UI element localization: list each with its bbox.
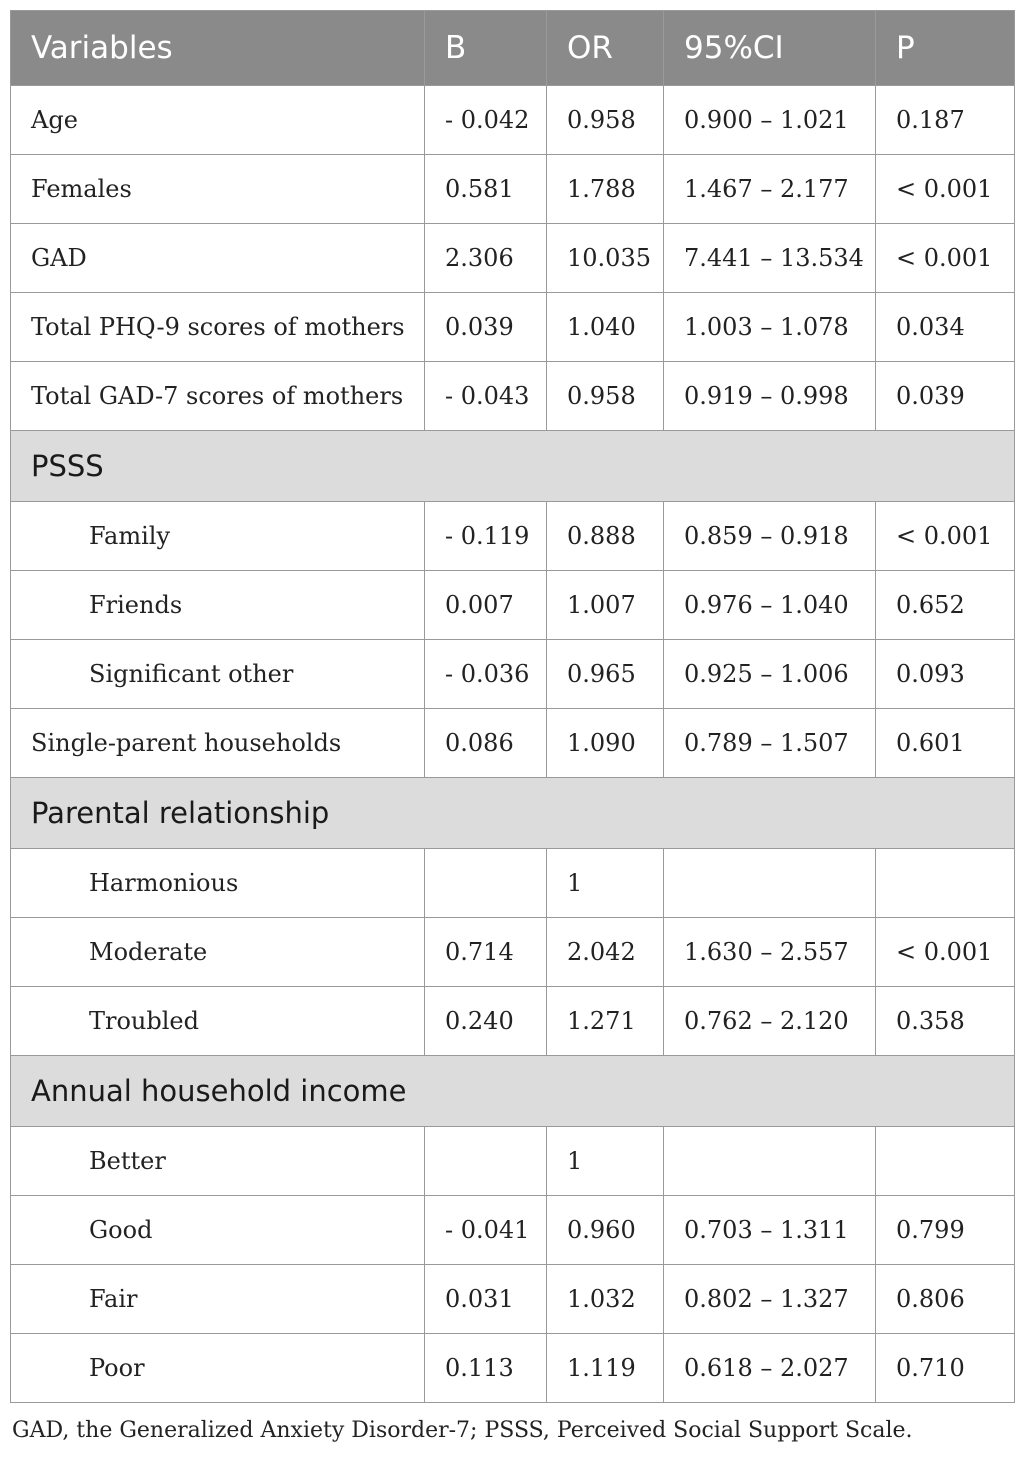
cell-p: 0.601 bbox=[876, 709, 1015, 778]
regression-table-container bbox=[10, 10, 1014, 1403]
cell-ci: 0.925 – 1.006 bbox=[664, 640, 876, 709]
cell-variable: Friends bbox=[11, 571, 425, 640]
cell-p: < 0.001 bbox=[876, 224, 1015, 293]
table-row bbox=[11, 362, 1015, 431]
cell-b: 0.031 bbox=[425, 1265, 547, 1334]
table-row bbox=[11, 293, 1015, 362]
table-row bbox=[11, 86, 1015, 155]
cell-b bbox=[425, 1127, 547, 1196]
cell-ci bbox=[664, 1127, 876, 1196]
cell-or: 1.788 bbox=[547, 155, 664, 224]
cell-variable: Total PHQ-9 scores of mothers bbox=[11, 293, 425, 362]
cell-variable: Family bbox=[11, 502, 425, 571]
cell-p: < 0.001 bbox=[876, 502, 1015, 571]
cell-p: 0.187 bbox=[876, 86, 1015, 155]
cell-ci: 1.467 – 2.177 bbox=[664, 155, 876, 224]
cell-p: 0.358 bbox=[876, 987, 1015, 1056]
table-row bbox=[11, 918, 1015, 987]
table-row bbox=[11, 987, 1015, 1056]
cell-or: 1.271 bbox=[547, 987, 664, 1056]
section-row bbox=[11, 431, 1015, 502]
cell-or: 0.958 bbox=[547, 362, 664, 431]
cell-ci: 0.789 – 1.507 bbox=[664, 709, 876, 778]
section-row bbox=[11, 778, 1015, 849]
cell-b: 0.581 bbox=[425, 155, 547, 224]
cell-variable: Harmonious bbox=[11, 849, 425, 918]
cell-or: 2.042 bbox=[547, 918, 664, 987]
header-p: P bbox=[876, 11, 1015, 86]
cell-p bbox=[876, 1127, 1015, 1196]
cell-b: - 0.119 bbox=[425, 502, 547, 571]
cell-or: 0.965 bbox=[547, 640, 664, 709]
cell-variable: Fair bbox=[11, 1265, 425, 1334]
cell-p: 0.034 bbox=[876, 293, 1015, 362]
table-header bbox=[11, 11, 1015, 86]
table-row bbox=[11, 1127, 1015, 1196]
cell-p: 0.039 bbox=[876, 362, 1015, 431]
cell-ci: 0.703 – 1.311 bbox=[664, 1196, 876, 1265]
cell-b: 0.113 bbox=[425, 1334, 547, 1403]
cell-or: 10.035 bbox=[547, 224, 664, 293]
cell-variable: Troubled bbox=[11, 987, 425, 1056]
cell-p: 0.710 bbox=[876, 1334, 1015, 1403]
cell-p bbox=[876, 849, 1015, 918]
cell-variable: Total GAD-7 scores of mothers bbox=[11, 362, 425, 431]
cell-ci: 0.919 – 0.998 bbox=[664, 362, 876, 431]
cell-variable: Good bbox=[11, 1196, 425, 1265]
cell-or: 1.007 bbox=[547, 571, 664, 640]
cell-b: 0.714 bbox=[425, 918, 547, 987]
header-row bbox=[11, 11, 1015, 86]
cell-or: 1.032 bbox=[547, 1265, 664, 1334]
regression-table bbox=[10, 10, 1015, 1403]
table-row bbox=[11, 571, 1015, 640]
table-row bbox=[11, 709, 1015, 778]
cell-variable: Significant other bbox=[11, 640, 425, 709]
cell-ci: 7.441 – 13.534 bbox=[664, 224, 876, 293]
cell-or: 1.119 bbox=[547, 1334, 664, 1403]
header-or: OR bbox=[547, 11, 664, 86]
cell-ci: 0.900 – 1.021 bbox=[664, 86, 876, 155]
cell-b: - 0.041 bbox=[425, 1196, 547, 1265]
cell-b: 2.306 bbox=[425, 224, 547, 293]
header-ci: 95%CI bbox=[664, 11, 876, 86]
cell-p: 0.093 bbox=[876, 640, 1015, 709]
cell-ci: 1.630 – 2.557 bbox=[664, 918, 876, 987]
cell-p: 0.799 bbox=[876, 1196, 1015, 1265]
table-row bbox=[11, 1334, 1015, 1403]
section-label: PSSS bbox=[11, 431, 1015, 502]
header-variables: Variables bbox=[11, 11, 425, 86]
cell-b: 0.039 bbox=[425, 293, 547, 362]
cell-p: 0.652 bbox=[876, 571, 1015, 640]
cell-or: 1.090 bbox=[547, 709, 664, 778]
table-row bbox=[11, 1196, 1015, 1265]
cell-ci bbox=[664, 849, 876, 918]
header-b: B bbox=[425, 11, 547, 86]
table-row bbox=[11, 502, 1015, 571]
cell-variable: Moderate bbox=[11, 918, 425, 987]
cell-variable: Single-parent households bbox=[11, 709, 425, 778]
cell-p: < 0.001 bbox=[876, 918, 1015, 987]
cell-b: - 0.042 bbox=[425, 86, 547, 155]
cell-ci: 0.762 – 2.120 bbox=[664, 987, 876, 1056]
table-body bbox=[11, 86, 1015, 1403]
cell-variable: Better bbox=[11, 1127, 425, 1196]
cell-b bbox=[425, 849, 547, 918]
cell-or: 1 bbox=[547, 1127, 664, 1196]
cell-variable: Age bbox=[11, 86, 425, 155]
cell-or: 0.888 bbox=[547, 502, 664, 571]
cell-p: 0.806 bbox=[876, 1265, 1015, 1334]
cell-b: 0.086 bbox=[425, 709, 547, 778]
cell-or: 1.040 bbox=[547, 293, 664, 362]
cell-b: 0.240 bbox=[425, 987, 547, 1056]
cell-or: 0.958 bbox=[547, 86, 664, 155]
table-row bbox=[11, 640, 1015, 709]
cell-b: 0.007 bbox=[425, 571, 547, 640]
cell-ci: 0.802 – 1.327 bbox=[664, 1265, 876, 1334]
cell-variable: GAD bbox=[11, 224, 425, 293]
cell-ci: 0.976 – 1.040 bbox=[664, 571, 876, 640]
cell-variable: Females bbox=[11, 155, 425, 224]
table-row bbox=[11, 849, 1015, 918]
cell-ci: 0.618 – 2.027 bbox=[664, 1334, 876, 1403]
cell-b: - 0.036 bbox=[425, 640, 547, 709]
cell-p: < 0.001 bbox=[876, 155, 1015, 224]
cell-or: 0.960 bbox=[547, 1196, 664, 1265]
section-label: Parental relationship bbox=[11, 778, 1015, 849]
cell-ci: 1.003 – 1.078 bbox=[664, 293, 876, 362]
section-row bbox=[11, 1056, 1015, 1127]
section-label: Annual household income bbox=[11, 1056, 1015, 1127]
cell-or: 1 bbox=[547, 849, 664, 918]
table-row bbox=[11, 224, 1015, 293]
table-row bbox=[11, 1265, 1015, 1334]
cell-b: - 0.043 bbox=[425, 362, 547, 431]
cell-variable: Poor bbox=[11, 1334, 425, 1403]
table-footnote: GAD, the Generalized Anxiety Disorder-7; PSSS, Perceived Social Support Scale. bbox=[12, 1418, 913, 1443]
table-row bbox=[11, 155, 1015, 224]
cell-ci: 0.859 – 0.918 bbox=[664, 502, 876, 571]
